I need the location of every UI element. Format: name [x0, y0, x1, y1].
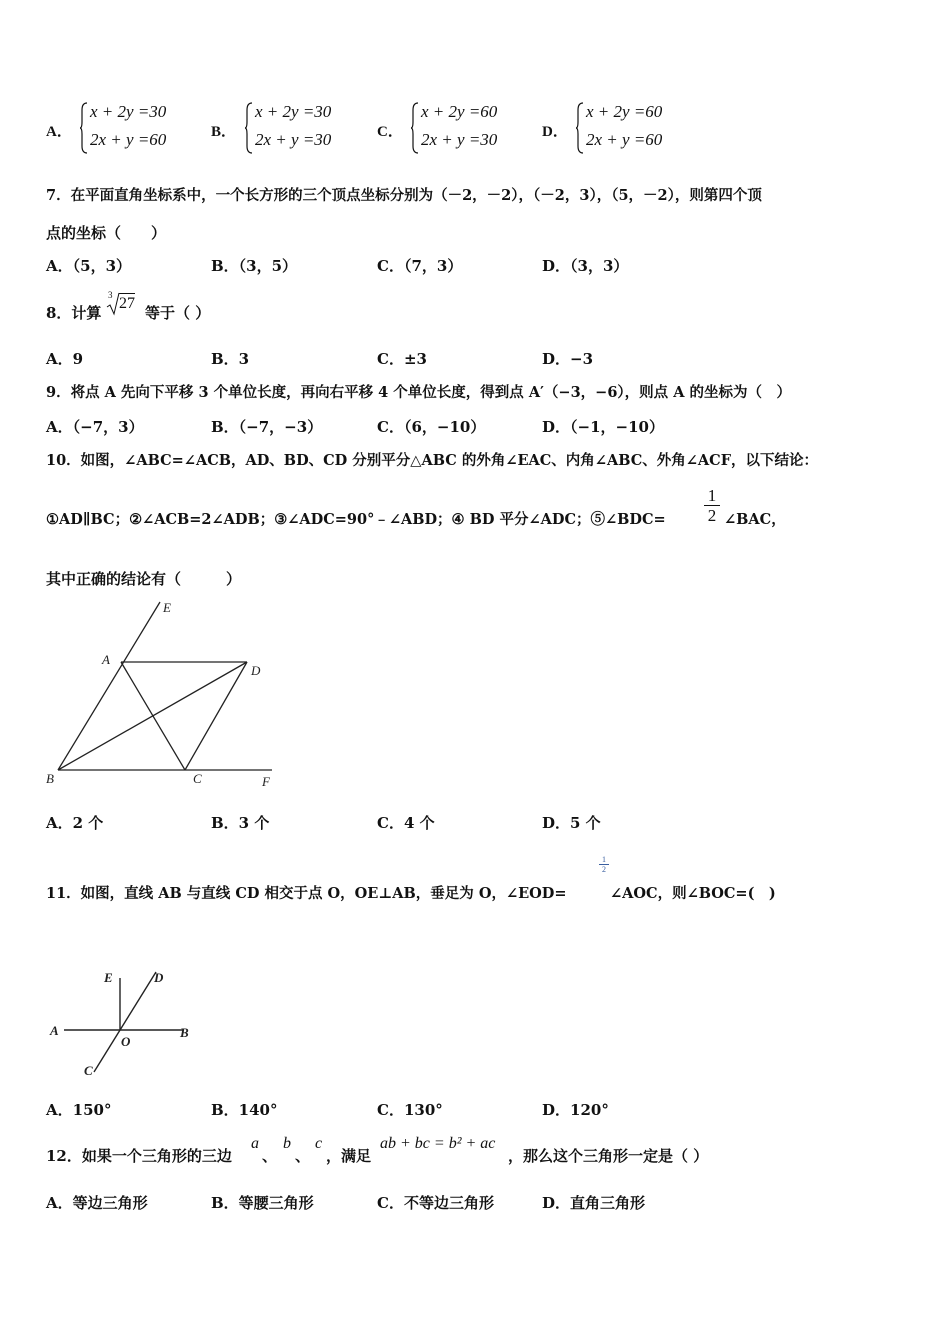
- q10-option-b: B．3 个: [211, 814, 270, 832]
- var-b: b: [283, 1135, 291, 1152]
- var-a: a: [251, 1135, 259, 1152]
- q12-option-b: B．等腰三角形: [211, 1194, 314, 1212]
- q12-mid: ，满足: [326, 1147, 372, 1165]
- label-a: A: [102, 652, 110, 667]
- q11-figure: [44, 962, 204, 1084]
- denominator: 2: [704, 505, 720, 525]
- radical-index: 3: [108, 290, 113, 300]
- equation-2: 2x + y =60: [586, 130, 663, 149]
- equation-1: x + 2y =60: [586, 102, 663, 121]
- q12-option-c: C．不等边三角形: [377, 1194, 494, 1212]
- left-brace-icon: [80, 102, 88, 154]
- q10-question: 其中正确的结论有（ ）: [46, 570, 242, 588]
- left-brace-icon: [245, 102, 253, 154]
- q12-option-d: D．直角三角形: [542, 1194, 646, 1212]
- label-b: B: [180, 1025, 189, 1040]
- q8-option-b: B．3: [211, 350, 250, 368]
- separator-1: 、: [262, 1147, 278, 1165]
- label-d: D: [154, 970, 164, 985]
- numerator: 1: [707, 486, 717, 505]
- option-label: B．: [211, 124, 237, 140]
- equation-2: 2x + y =30: [421, 130, 498, 149]
- equation-2: 2x + y =60: [90, 130, 167, 149]
- equation-1: x + 2y =30: [90, 102, 167, 121]
- option-label: D．: [542, 124, 568, 140]
- label-b: B: [46, 771, 54, 786]
- label-a: A: [50, 1023, 59, 1038]
- q11-stem-b: ∠AOC，则∠BOC=( ): [610, 885, 776, 902]
- q8-option-c: C．±3: [377, 350, 427, 368]
- line-ba-extended: [58, 602, 160, 770]
- radicand: 27: [119, 295, 135, 312]
- q6-option-d: [542, 102, 702, 158]
- option-label: A．: [46, 124, 72, 140]
- label-c: C: [84, 1063, 93, 1078]
- q9-option-a: A．（−7，3）: [46, 418, 144, 436]
- equation-2: 2x + y =30: [255, 130, 332, 149]
- q10-conclusions-tail: ∠BAC，: [724, 511, 786, 528]
- equation-1: x + 2y =60: [421, 102, 498, 121]
- q9-option-b: B．（−7，−3）: [211, 418, 323, 436]
- q7-option-c: C．（7，3）: [377, 257, 463, 275]
- equation-1: x + 2y =30: [255, 102, 332, 121]
- denominator: 2: [599, 864, 609, 874]
- q9-option-d: D．（−1，−10）: [542, 418, 664, 436]
- q11-option-d: D．120°: [542, 1101, 609, 1119]
- q6-option-c: [377, 102, 537, 158]
- separator-2: 、: [295, 1147, 311, 1165]
- label-c: C: [193, 771, 202, 786]
- q8-prefix: 8．计算: [46, 304, 102, 322]
- left-brace-icon: [411, 102, 419, 154]
- left-brace-icon: [576, 102, 584, 154]
- q12-prefix: 12．如果一个三角形的三边: [46, 1147, 232, 1165]
- q12-suffix: ，那么这个三角形一定是（ ）: [508, 1147, 709, 1165]
- q12-equation: ab + bc = b² + ac: [380, 1135, 496, 1152]
- q6-option-b: [211, 102, 371, 158]
- q9-option-c: C．（6，−10）: [377, 418, 486, 436]
- q11-option-c: C．130°: [377, 1101, 443, 1119]
- q10-stem: 10．如图，∠ABC=∠ACB，AD、BD、CD 分别平分△ABC 的外角∠EAC、内角∠ABC、外角∠ACF，以下结论：: [46, 452, 819, 469]
- label-e: E: [104, 970, 113, 985]
- q10-option-c: C．4 个: [377, 814, 435, 832]
- label-o: O: [121, 1034, 131, 1049]
- q11-fraction: [599, 855, 609, 874]
- q8-suffix: 等于（ ）: [145, 304, 211, 322]
- q11-option-b: B．140°: [211, 1101, 278, 1119]
- q10-conclusions: ①AD∥BC；②∠ACB=2∠ADB；③∠ADC=90°﹣∠ABD；④ BD 平分∠ADC；⑤∠BDC=: [46, 511, 666, 528]
- label-d: D: [251, 663, 261, 678]
- q12-option-a: A．等边三角形: [46, 1194, 148, 1212]
- q7-option-a: A．（5，3）: [46, 257, 132, 275]
- q9-stem: 9．将点 A 先向下平移 3 个单位长度，再向右平移 4 个单位长度，得到点 A′（−3，−6），则点 A 的坐标为（ ）: [46, 384, 791, 401]
- q10-fraction: [704, 486, 720, 525]
- q6-option-a: [46, 102, 206, 158]
- var-c: c: [315, 1135, 323, 1152]
- q10-figure: [40, 596, 280, 792]
- label-f: F: [262, 774, 270, 789]
- q7-stem-line2: 点的坐标（ ）: [46, 224, 167, 242]
- line-cd: [94, 972, 156, 1072]
- label-e: E: [163, 600, 171, 615]
- q10-option-d: D．5 个: [542, 814, 601, 832]
- radical-sign-icon: [106, 292, 120, 316]
- q7-option-d: D．（3，3）: [542, 257, 629, 275]
- option-label: C．: [377, 124, 403, 140]
- q8-option-a: A．9: [46, 350, 84, 368]
- numerator: 1: [602, 855, 606, 864]
- q7-option-b: B．（3，5）: [211, 257, 298, 275]
- segment-cd: [185, 662, 247, 770]
- q11-option-a: A．150°: [46, 1101, 112, 1119]
- q10-option-a: A．2 个: [46, 814, 104, 832]
- q8-option-d: D．−3: [542, 350, 594, 368]
- cube-root-expression: [106, 290, 146, 318]
- segment-bd: [58, 662, 247, 770]
- q7-stem-line1: 7．在平面直角坐标系中，一个长方形的三个顶点坐标分别为（－2，－2），（－2，3），（5，－2），则第四个顶: [46, 187, 762, 204]
- q11-stem-a: 11．如图，直线 AB 与直线 CD 相交于点 O，OE⊥AB，垂足为 O，∠EOD=: [46, 885, 567, 902]
